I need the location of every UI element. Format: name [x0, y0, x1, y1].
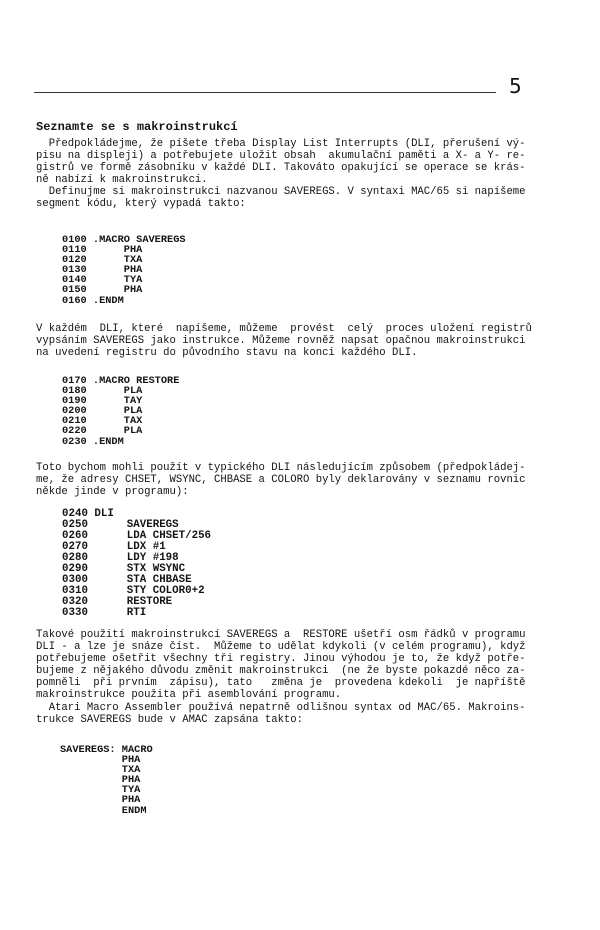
code-line: 0160 .ENDM	[62, 294, 124, 307]
summary-paragraph	[36, 629, 566, 726]
text-line: ně nabízí k makroinstrukci.	[36, 174, 208, 187]
code-line: 0230 .ENDM	[62, 435, 124, 448]
section-heading: Seznamte se s makroinstrukcí	[36, 120, 238, 134]
code-block-amac	[60, 745, 153, 816]
text-line: me, že adresy CHSET, WSYNC, CHBASE a COLORO byly deklarovány v seznamu rovnic	[36, 474, 526, 487]
code-line: 0140 TYA	[62, 274, 143, 287]
text-line: gistrů ve formě zásobníku v každé DLI. Takováto opakující se operace se krás-	[36, 162, 526, 175]
restore-paragraph	[36, 323, 566, 359]
code-line: 0180 PLA	[62, 385, 143, 398]
text-line: V každém DLI, které napíšeme, můžeme provést celý proces uložení registrů	[36, 323, 532, 335]
code-line: SAVEREGS: MACRO	[60, 744, 153, 756]
code-line: 0130 PHA	[62, 264, 143, 277]
code-line: 0270 LDX #1	[62, 541, 166, 553]
text-line: Takové použití makroinstrukcí SAVEREGS a RESTORE ušetří osm řádků v programu	[36, 629, 526, 641]
code-line: TYA	[60, 784, 141, 797]
text-line: bujeme z nějakého důvodu změnit makroinstrukci (ne že byste pokazdé něco za-	[36, 665, 526, 678]
text-line: pisu na displeji) a potřebujete uložit obsah akumulační paměti a X- a Y- re-	[36, 150, 526, 163]
code-line: 0280 LDY #198	[62, 552, 179, 564]
usage-paragraph	[36, 462, 566, 498]
code-line: ENDM	[60, 804, 147, 817]
text-line: trukce SAVEREGS bude v AMAC zapsána takto:	[36, 713, 304, 726]
header-rule	[34, 92, 496, 93]
text-line: makroinstrukce použita při asemblování programu.	[36, 689, 342, 702]
code-line: 0210 TAX	[62, 415, 143, 428]
text-line: Atari Macro Assembler používá nepatrně odlišnou syntax od MAC/65. Makroins-	[36, 701, 526, 714]
intro-paragraph	[36, 138, 566, 211]
code-line: 0320 RESTORE	[62, 596, 173, 608]
code-line: 0300 STA CHBASE	[62, 574, 192, 586]
code-line: 0190 TAY	[62, 395, 143, 408]
code-line: 0220 PLA	[62, 425, 143, 438]
code-block-restore	[62, 376, 179, 447]
text-line: Definujme si makroinstrukci nazvanou SAVEREGS. V syntaxi MAC/65 si napíšeme	[36, 186, 526, 199]
code-line: 0170 .MACRO RESTORE	[62, 375, 180, 387]
code-line: 0290 STX WSYNC	[62, 563, 186, 575]
text-line: Toto bychom mohli použít v typického DLI následujícím způsobem (předpokládej-	[36, 462, 526, 474]
text-line: pomněli při prvním zápisu), tato změna je provedena kdekoli je napříště	[36, 677, 526, 690]
code-line: 0250 SAVEREGS	[62, 519, 179, 531]
code-line: 0150 PHA	[62, 284, 143, 297]
code-line: PHA	[60, 794, 141, 807]
text-line: na uvedení registru do původního stavu na konci každého DLI.	[36, 347, 418, 360]
code-line: 0200 PLA	[62, 405, 143, 418]
code-block-saveregs	[62, 235, 186, 306]
text-line: Předpokládejme, že píšete třeba Display List Interrupts (DLI, přerušení vý-	[36, 138, 526, 150]
code-line: 0240 DLI	[62, 508, 114, 520]
code-line: 0260 LDA CHSET/256	[62, 530, 212, 542]
text-line: potřebujeme ošetřit všechny tři registry. Jinou výhodou je to, že když potře-	[36, 653, 526, 666]
text-line: někde jinde v programu):	[36, 486, 189, 499]
code-line: PHA	[60, 774, 141, 787]
code-block-dli	[62, 509, 211, 619]
code-line: 0330 RTI	[62, 607, 147, 619]
code-line: 0100 .MACRO SAVEREGS	[62, 234, 186, 246]
text-line: DLI - a lze je snáze číst. Můžeme to udělat kdykoli (v celém programu), když	[36, 641, 526, 654]
text-line: vypsáním SAVEREGS jako instrukce. Můžeme rovněž napsat opačnou makroinstrukci	[36, 335, 526, 348]
text-line: segment kódu, který vypadá takto:	[36, 198, 246, 211]
code-line: 0310 STY COLOR0+2	[62, 585, 205, 597]
code-line: PHA	[60, 754, 141, 767]
page-number: 5	[509, 74, 522, 98]
code-line: 0110 PHA	[62, 244, 143, 257]
code-line: 0120 TXA	[62, 254, 143, 267]
code-line: TXA	[60, 764, 141, 777]
